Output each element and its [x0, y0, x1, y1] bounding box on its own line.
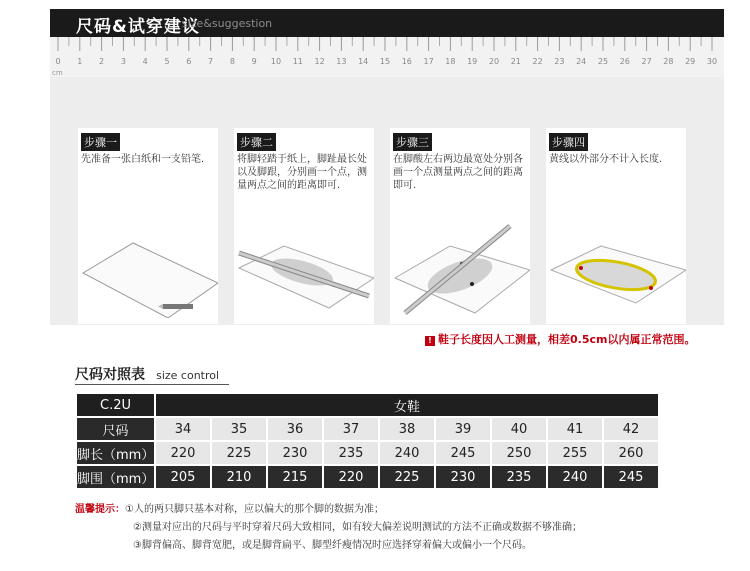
- ruler-number: 22: [532, 57, 543, 66]
- length-cell: 230: [268, 442, 322, 464]
- outline-illustration: [546, 208, 686, 318]
- step-3-text: 在脚酸左右两边最宽处分别各画一个点测量两点之间的距离即可.: [393, 154, 523, 191]
- row-label-length: 脚长（mm）: [77, 442, 154, 464]
- girth-cell: 245: [604, 466, 658, 488]
- ruler-number: 16: [401, 57, 412, 66]
- girth-cell: 235: [492, 466, 546, 488]
- ruler-number: 24: [576, 57, 587, 66]
- ruler-number: 28: [663, 57, 674, 66]
- ruler-number: 4: [142, 57, 148, 66]
- step-1-card: [78, 128, 218, 324]
- length-cell: 220: [156, 442, 210, 464]
- ruler-number: 14: [358, 57, 369, 66]
- girth-cell: 230: [436, 466, 490, 488]
- length-cell: 235: [324, 442, 378, 464]
- row-label-girth: 脚围（mm）: [77, 466, 154, 488]
- size-chart-heading: [75, 364, 219, 384]
- size-cell: 34: [156, 418, 210, 440]
- step-4-card: [546, 128, 686, 324]
- ruler-number: 17: [423, 57, 434, 66]
- ruler-number: 3: [120, 57, 126, 66]
- section-header: [50, 9, 724, 37]
- ruler-graphic: [50, 37, 724, 77]
- tip-line-2: ②测量对应出的尺码与平时穿着尺码大致相同，如有较大偏差说明测试的方法不正确或数据不够准确；: [133, 522, 582, 533]
- size-chart-subtitle: size control: [156, 369, 220, 382]
- girth-cell: 220: [324, 466, 378, 488]
- measurement-warning: [425, 331, 695, 347]
- size-cell: 37: [324, 418, 378, 440]
- step-3-tag: 步骤三: [393, 133, 432, 151]
- tip-line-3: ③脚背偏高、脚背宽肥，或是脚背扁平、脚型纤瘦情况时应选择穿着偏大或偏小一个尺码。: [133, 540, 532, 551]
- length-cell: 240: [380, 442, 434, 464]
- size-cell: 41: [548, 418, 602, 440]
- size-cell: 36: [268, 418, 322, 440]
- step-4-tag: 步骤四: [549, 133, 588, 151]
- step-1-tag: 步骤一: [81, 133, 120, 151]
- table-row-size: [77, 418, 658, 440]
- ruler-number: 25: [597, 57, 609, 66]
- ruler-number: 29: [685, 57, 696, 66]
- warning-text: 鞋子长度因人工测量，相差0.5cm以内属正常范围。: [438, 333, 696, 346]
- ruler-number: 27: [641, 57, 652, 66]
- ruler-number: 19: [467, 57, 478, 66]
- girth-cell: 240: [548, 466, 602, 488]
- length-cell: 225: [212, 442, 266, 464]
- ruler-number: 23: [554, 57, 565, 66]
- ruler-number: 13: [336, 57, 347, 66]
- ruler-number: 9: [251, 57, 257, 66]
- ruler-number: 0: [55, 57, 61, 66]
- size-cell: 35: [212, 418, 266, 440]
- table-group-header: 女鞋: [156, 394, 658, 416]
- size-cell: 38: [380, 418, 434, 440]
- heading-underline: [75, 384, 229, 385]
- table-header-row: [77, 394, 658, 416]
- ruler-unit: cm: [52, 69, 63, 77]
- size-chart-title: 尺码对照表: [75, 367, 145, 383]
- ruler-number: 12: [314, 57, 325, 66]
- table-row-length: [77, 442, 658, 464]
- step-3-card: [390, 128, 530, 324]
- tips-block: [75, 501, 582, 555]
- ruler-number: 2: [99, 57, 105, 66]
- ruler-number: 11: [292, 57, 303, 66]
- step-2-tag: 步骤二: [237, 133, 276, 151]
- ruler: [50, 37, 724, 77]
- length-cell: 255: [548, 442, 602, 464]
- ruler-number: 21: [510, 57, 521, 66]
- girth-cell: 205: [156, 466, 210, 488]
- size-cell: 42: [604, 418, 658, 440]
- row-label-size: 尺码: [77, 418, 154, 440]
- girth-cell: 215: [268, 466, 322, 488]
- ruler-number: 10: [270, 57, 282, 66]
- table-row-girth: [77, 466, 658, 488]
- step-2-text: 将脚轻踏于纸上，脚趾最长处以及脚跟，分别画一个点，测量两点之间的距离即可.: [237, 154, 367, 191]
- length-cell: 245: [436, 442, 490, 464]
- step-1-text: 先准备一张白纸和一支铅笔.: [81, 154, 205, 165]
- ruler-number: 1: [77, 57, 83, 66]
- ruler-number: 18: [445, 57, 456, 66]
- section-title: 尺码&试穿建议: [76, 17, 200, 37]
- size-cell: 39: [436, 418, 490, 440]
- ruler-number: 15: [379, 57, 391, 66]
- size-cell: 40: [492, 418, 546, 440]
- ruler-number: 7: [208, 57, 214, 66]
- table-corner: C.2U: [77, 394, 154, 416]
- section-subtitle: size&suggestion: [182, 17, 273, 30]
- size-table: [75, 392, 660, 490]
- girth-cell: 210: [212, 466, 266, 488]
- tip-line-1: [75, 501, 582, 519]
- ruler-number: 6: [186, 57, 192, 66]
- step-2-card: [234, 128, 374, 324]
- tip-text-1: ①人的两只脚只基本对称，应以偏大的那个脚的数据为准；: [125, 504, 384, 515]
- ruler-number: 5: [164, 57, 170, 66]
- ruler-number: 26: [619, 57, 630, 66]
- ruler-number: 30: [706, 57, 718, 66]
- step-4-text: 黄线以外部分不计入长度.: [549, 154, 663, 165]
- paper-pencil-illustration: [78, 208, 218, 318]
- length-cell: 260: [604, 442, 658, 464]
- foot-width-illustration: [390, 208, 530, 318]
- length-cell: 250: [492, 442, 546, 464]
- ruler-number: 8: [229, 57, 235, 66]
- foot-measure-illustration: [234, 208, 374, 318]
- tips-label: 温馨提示：: [75, 504, 125, 515]
- girth-cell: 225: [380, 466, 434, 488]
- steps-panel: [50, 77, 724, 325]
- ruler-number: 20: [488, 57, 500, 66]
- warning-icon: !: [425, 336, 435, 346]
